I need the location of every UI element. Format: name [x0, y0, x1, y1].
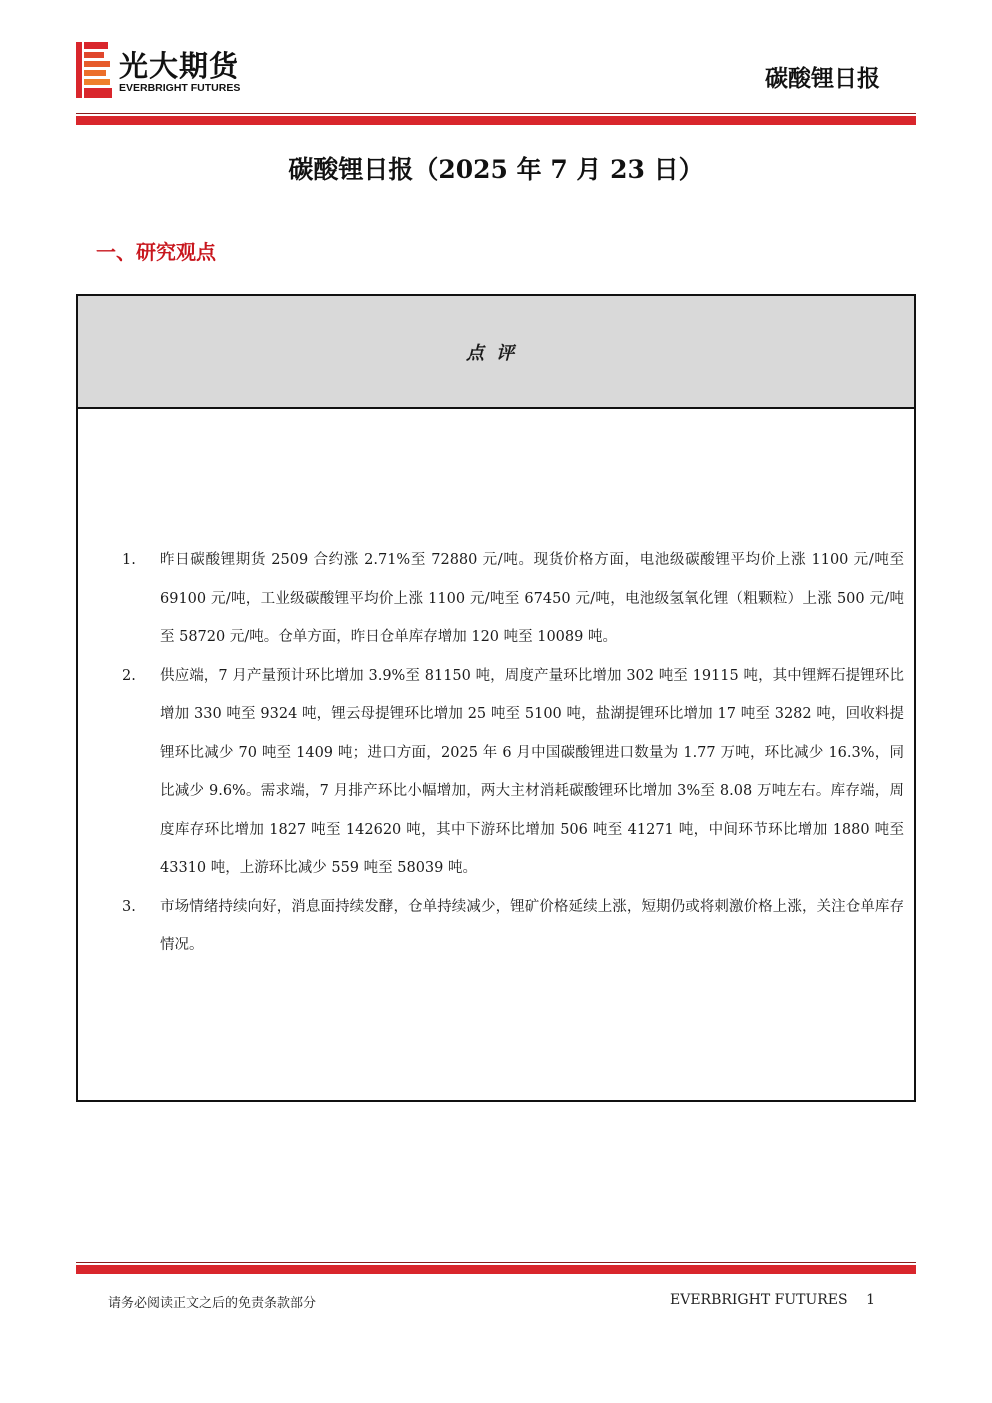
- panel-heading: 点评: [78, 296, 914, 409]
- page-title: 碳酸锂日报（2025 年 7 月 23 日）: [288, 155, 704, 184]
- list-item: [78, 888, 914, 965]
- item-number: 1.: [122, 552, 136, 568]
- list-item: [78, 657, 914, 888]
- item-text: 供应端，7 月产量预计环比增加 3.9%至 81150 吨，周度产量环比增加 302 吨至 19115 吨，其中锂辉石提锂环比增加 330 吨至 9324 吨，锂云母提锂环比增加 25 吨至 5100 吨，盐湖提锂环比增加 17 吨至 3282 吨，回收料提锂环比减少 70 吨至 1409 吨；进口方面，2025 年 6 月中国碳酸锂进口数量为 1.77 万吨，环比减少 16.3%，同比减少 9.6%。需求端，7 月排产环比小幅增加，两大主材消耗碳酸锂环比增加 3%至 8.08 万吨左右。库存端，周度库存环比增加 1827 吨至 142620 吨，其中下游环比增加 506 吨至 41271 吨，中间环节环比增加 1880 吨至 43310 吨，上游环比减少 559 吨至 58039 吨。: [160, 667, 904, 876]
- section-heading: 一、研究观点: [96, 240, 216, 264]
- item-number: 2.: [122, 667, 136, 684]
- everbright-logo-icon: [76, 42, 112, 98]
- commentary-panel: [76, 294, 916, 1102]
- company-logo: [76, 40, 286, 100]
- item-number: 3.: [122, 898, 136, 915]
- item-text: 市场情绪持续向好，消息面持续发酵，仓单持续减少，锂矿价格延续上涨，短期仍或将刺激价格上涨，关注仓单库存情况。: [160, 898, 904, 953]
- footer-company-page: [670, 1292, 875, 1308]
- list-item: [78, 541, 914, 657]
- commentary-list: [78, 541, 914, 965]
- report-name: 碳酸锂日报: [765, 66, 880, 92]
- logo-english-name: EVERBRIGHT FUTURES: [119, 82, 241, 94]
- footer-divider: [76, 1262, 916, 1274]
- footer-company: EVERBRIGHT FUTURES: [669, 1292, 848, 1308]
- item-text: 昨日碳酸锂期货 2509 合约涨 2.71%至 72880 元/吨。现货价格方面，电池级碳酸锂平均价上涨 1100 元/吨至 69100 元/吨，工业级碳酸锂平均价上涨 1100 元/吨至 67450 元/吨，电池级氢氧化锂（粗颗粒）上涨 500 元/吨至 58720 元/吨。仓单方面，昨日仓单库存增加 120 吨至 10089 吨。: [160, 552, 904, 645]
- header-divider: [76, 113, 916, 125]
- page-number: 1: [866, 1292, 875, 1308]
- logo-chinese-name: 光大期货: [119, 49, 240, 83]
- disclaimer-note: 请务必阅读正文之后的免责条款部分: [108, 1296, 317, 1311]
